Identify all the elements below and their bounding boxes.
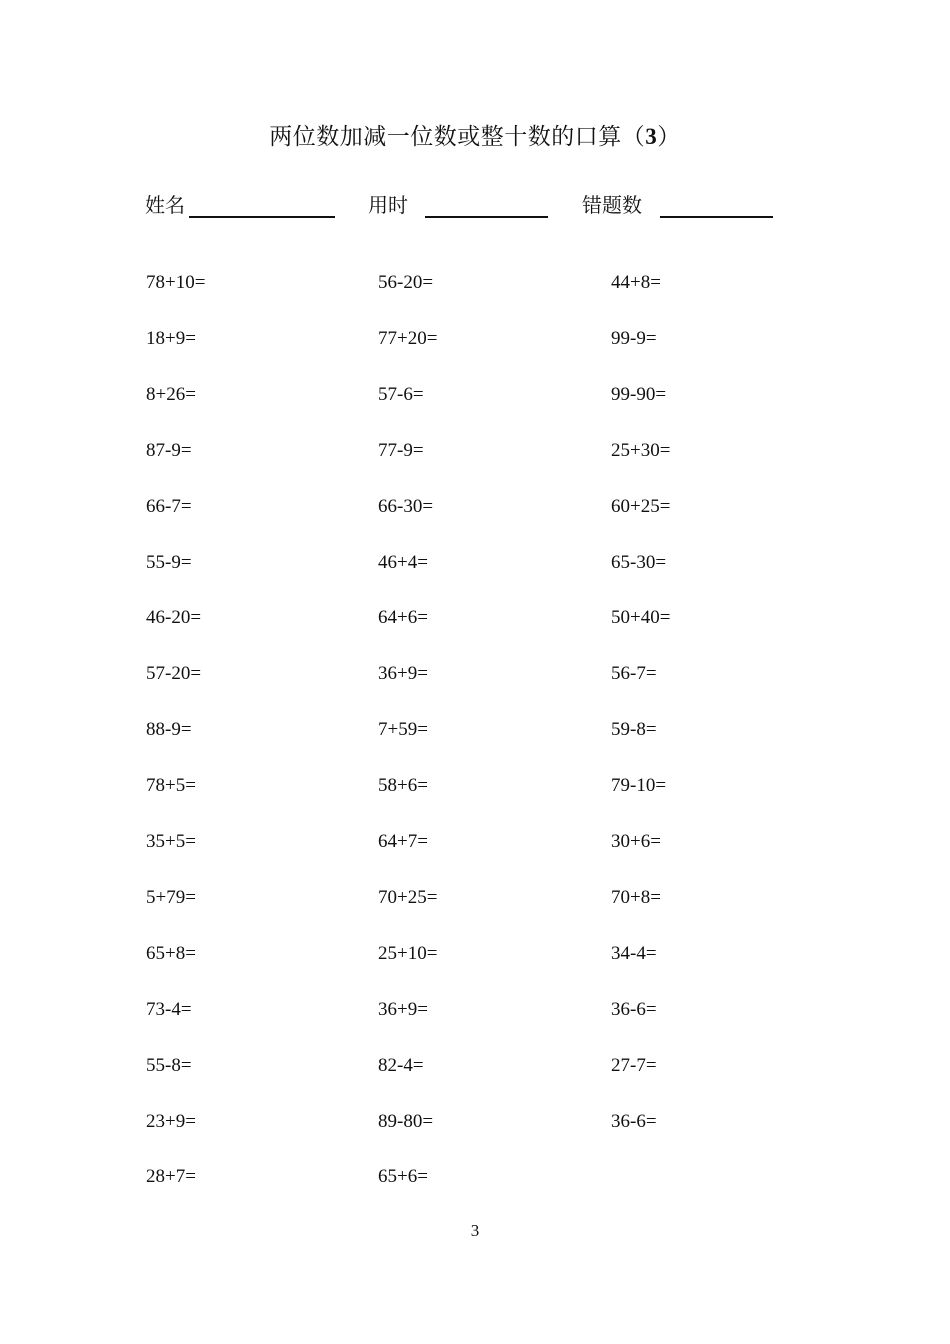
problem-item: 46-20= — [146, 607, 202, 628]
problem-item: 65-30= — [611, 552, 667, 573]
problem-item: 36+9= — [378, 663, 428, 684]
problem-item: 87-9= — [146, 440, 192, 461]
problem-item: 65+6= — [378, 1166, 428, 1187]
problem-item: 99-9= — [611, 328, 657, 349]
page-title — [0, 118, 950, 151]
problem-item: 27-7= — [611, 1055, 657, 1076]
problem-item: 89-80= — [378, 1111, 434, 1132]
problem-item: 65+8= — [146, 943, 196, 964]
problem-item: 36-6= — [611, 999, 657, 1020]
problem-item: 99-90= — [611, 384, 667, 405]
problem-item: 60+25= — [611, 496, 671, 517]
problem-item: 57-20= — [146, 663, 202, 684]
problem-item: 77+20= — [378, 328, 438, 349]
problem-item: 34-4= — [611, 943, 657, 964]
problem-item: 88-9= — [146, 719, 192, 740]
problem-item: 50+40= — [611, 607, 671, 628]
problem-item: 36-6= — [611, 1111, 657, 1132]
problem-item: 7+59= — [378, 719, 428, 740]
problem-item: 73-4= — [146, 999, 192, 1020]
problem-item: 77-9= — [378, 440, 424, 461]
problem-item: 64+7= — [378, 831, 428, 852]
title-text: 两位数加减一位数或整十数的口算（ — [269, 124, 646, 150]
page-number: 3 — [470, 1221, 480, 1240]
problem-item: 5+79= — [146, 887, 196, 908]
problem-item: 66-30= — [378, 496, 434, 517]
time-blank-line[interactable] — [425, 216, 548, 218]
problem-item: 23+9= — [146, 1111, 196, 1132]
problem-item: 46+4= — [378, 552, 428, 573]
problem-item: 82-4= — [378, 1055, 424, 1076]
title-close: ） — [657, 124, 681, 150]
problem-item: 59-8= — [611, 719, 657, 740]
problem-item: 36+9= — [378, 999, 428, 1020]
problem-item: 28+7= — [146, 1166, 196, 1187]
problem-item: 25+30= — [611, 440, 671, 461]
problem-item: 18+9= — [146, 328, 196, 349]
problem-item: 78+5= — [146, 775, 196, 796]
problem-item: 70+25= — [378, 887, 438, 908]
name-blank-line[interactable] — [189, 216, 335, 218]
problem-item: 8+26= — [146, 384, 196, 405]
problem-item: 64+6= — [378, 607, 428, 628]
problem-item: 78+10= — [146, 272, 206, 293]
title-number: 3 — [645, 124, 658, 149]
problem-item: 56-7= — [611, 663, 657, 684]
problem-item: 55-8= — [146, 1055, 192, 1076]
errors-label: 错题数 — [582, 193, 642, 217]
name-label: 姓名 — [145, 193, 185, 217]
problem-item: 44+8= — [611, 272, 661, 293]
problem-item: 56-20= — [378, 272, 434, 293]
problem-item: 25+10= — [378, 943, 438, 964]
problem-item: 35+5= — [146, 831, 196, 852]
time-label: 用时 — [368, 193, 408, 217]
problem-item: 30+6= — [611, 831, 661, 852]
problem-item: 55-9= — [146, 552, 192, 573]
errors-blank-line[interactable] — [660, 216, 773, 218]
problem-item: 66-7= — [146, 496, 192, 517]
problem-item: 57-6= — [378, 384, 424, 405]
problem-item: 58+6= — [378, 775, 428, 796]
problem-item: 79-10= — [611, 775, 667, 796]
problem-item: 70+8= — [611, 887, 661, 908]
